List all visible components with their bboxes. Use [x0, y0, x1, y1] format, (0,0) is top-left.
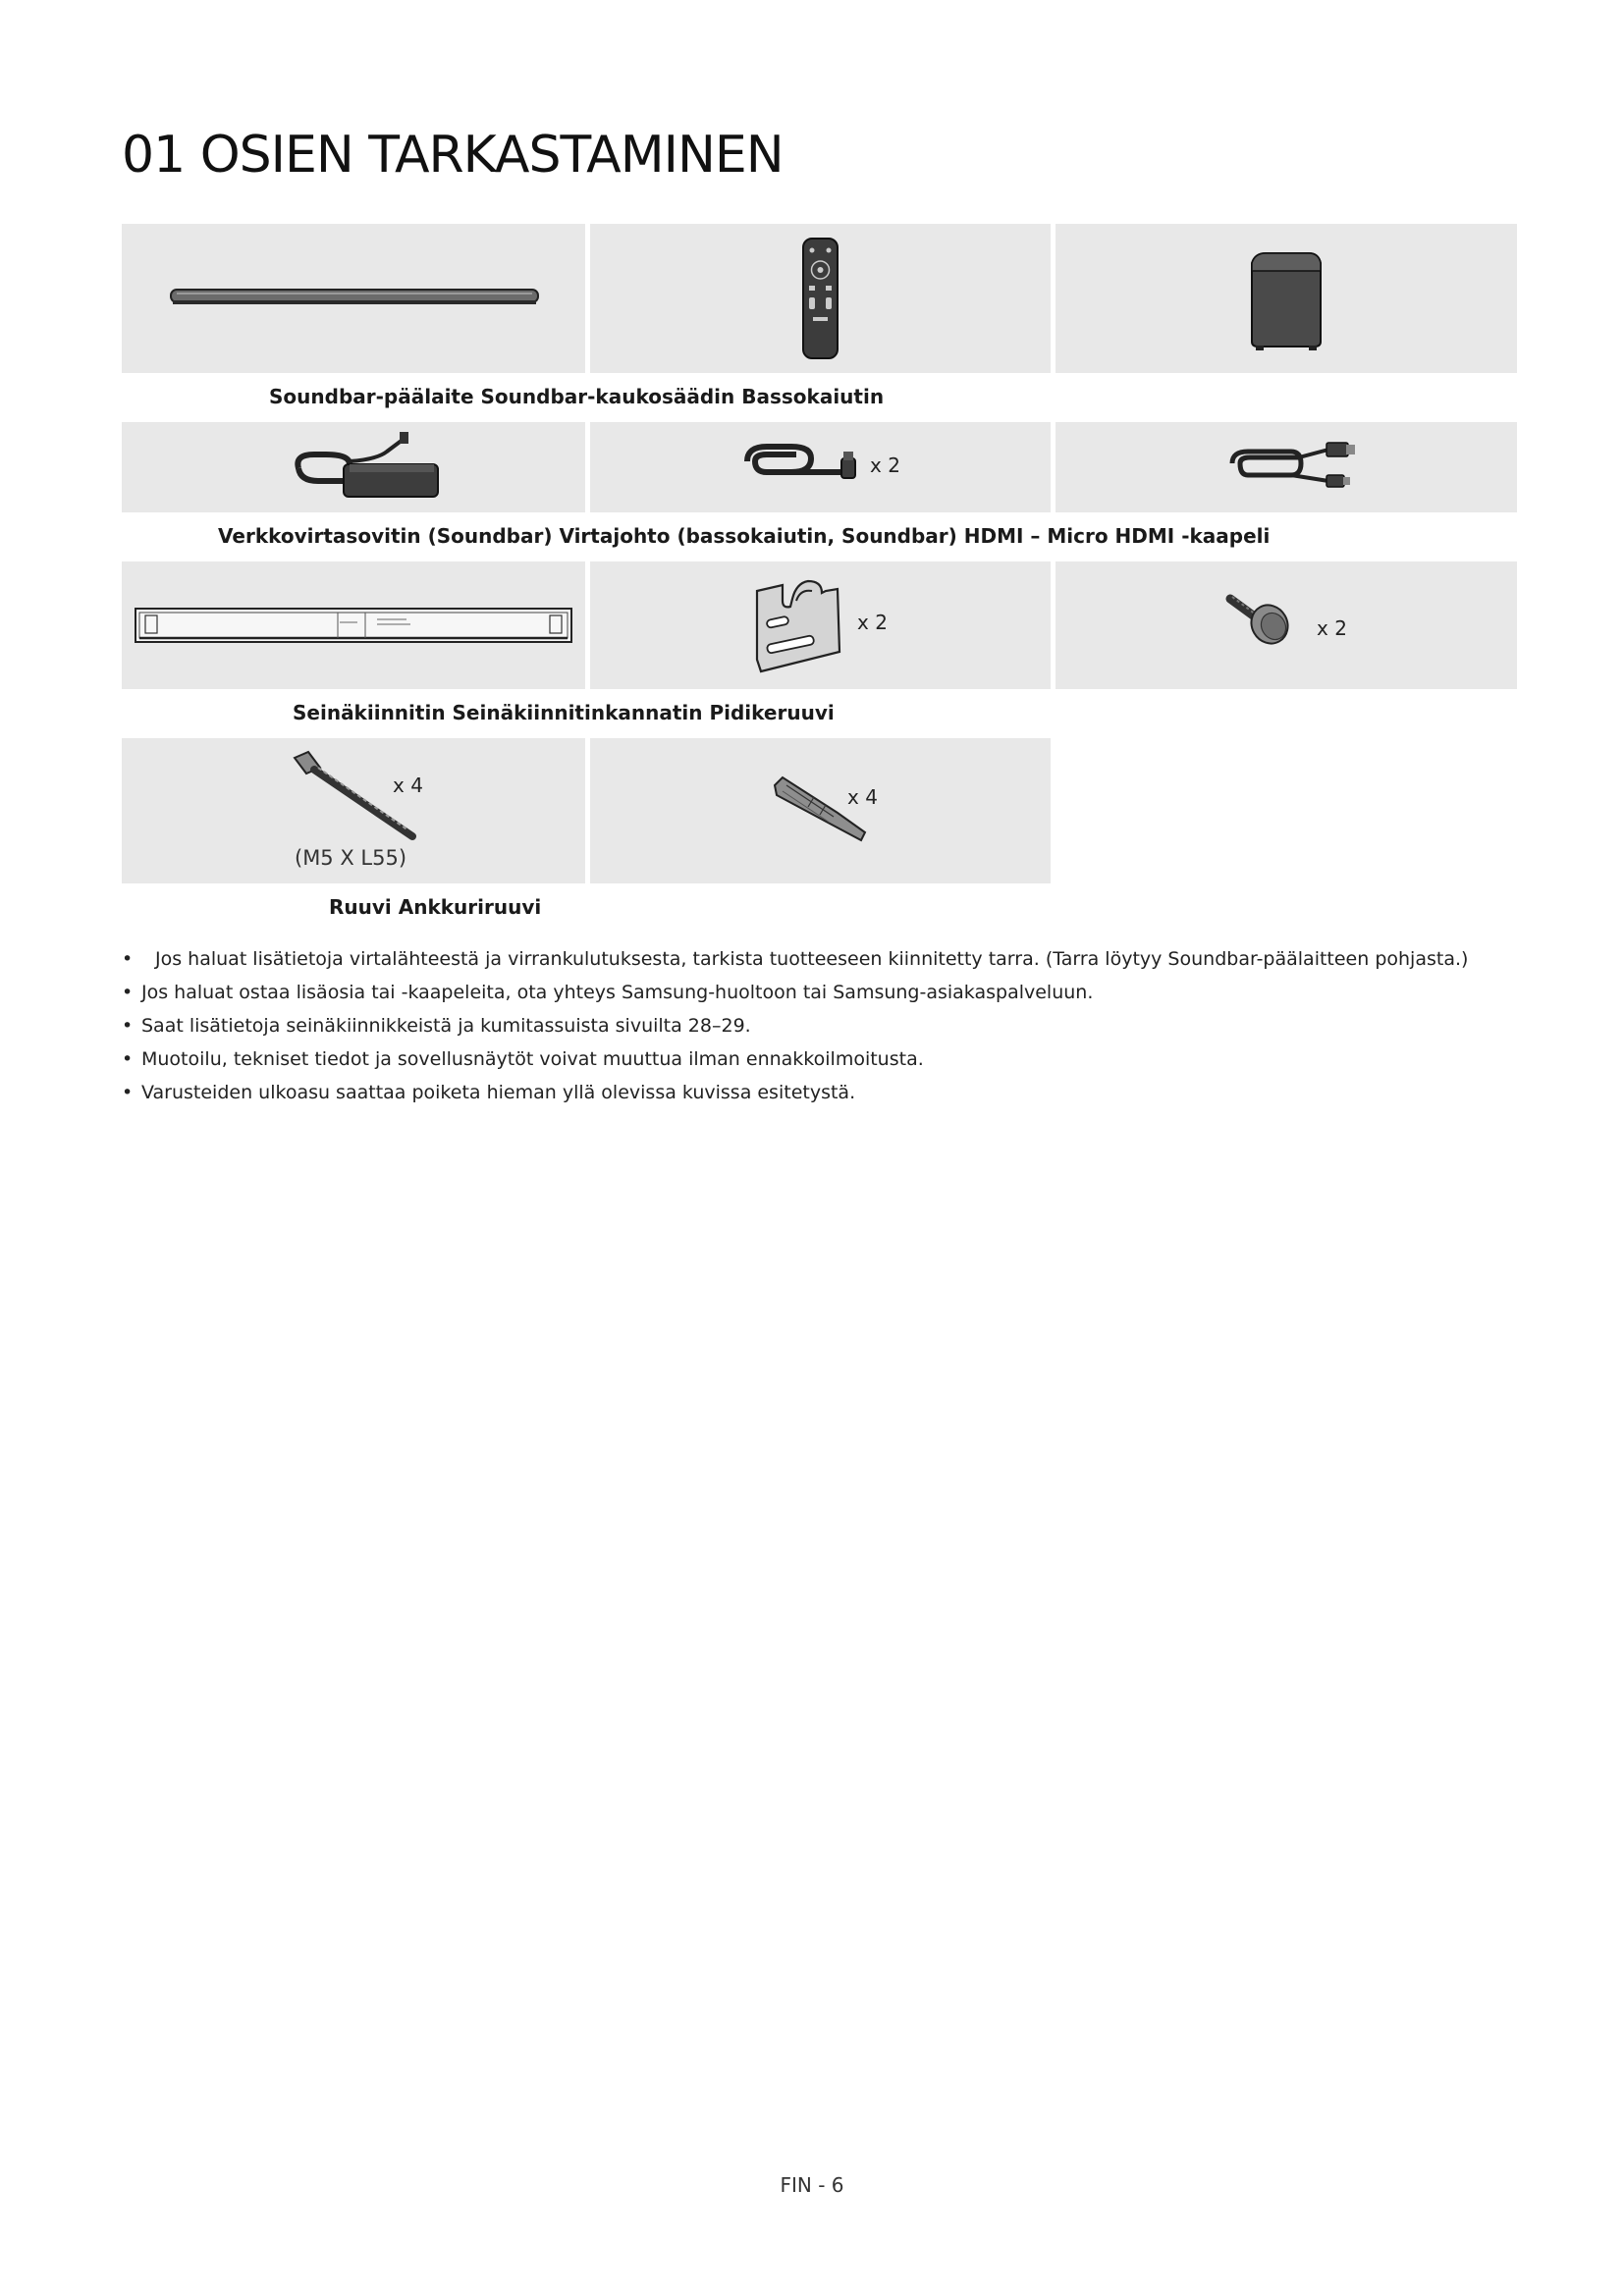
bracket-holder-panel — [590, 561, 1051, 689]
bracket-holder-qty: x 2 — [857, 611, 888, 634]
bullet-icon: • — [122, 1048, 134, 1070]
power-cord-panel — [590, 422, 1051, 512]
note-item — [122, 1009, 1516, 1042]
remote-panel — [590, 224, 1051, 373]
page-title: 01 OSIEN TARKASTAMINEN — [122, 126, 784, 185]
ac-adapter-panel — [122, 422, 585, 512]
screw-qty: x 4 — [393, 774, 423, 797]
power-cord-qty: x 2 — [870, 454, 900, 477]
ac-adapter-icon — [122, 422, 585, 512]
anchor-qty: x 4 — [847, 785, 878, 809]
soundbar-icon — [122, 224, 585, 373]
note-text: Jos haluat lisätietoja virtalähteestä ja virrankulutuksesta, tarkista tuotteeseen kiinnitetty tarra. (Tarra löytyy Soundbar-päälaitteen pohjasta.) — [155, 948, 1469, 970]
page-number: FIN - 6 — [780, 2173, 844, 2197]
bullet-icon: • — [122, 948, 134, 970]
row3-caption-text: Seinäkiinnitin Seinäkiinnitinkannatin Pidikeruuvi — [293, 701, 835, 724]
holder-screw-panel — [1056, 561, 1517, 689]
holder-screw-icon — [1056, 561, 1517, 689]
holder-screw-qty: x 2 — [1317, 616, 1347, 640]
subwoofer-icon — [1056, 224, 1517, 373]
note-item — [122, 1076, 1516, 1109]
soundbar-panel — [122, 224, 585, 373]
hdmi-cable-panel — [1056, 422, 1517, 512]
bullet-icon: • — [122, 1082, 134, 1103]
row1-caption-text: Soundbar-päälaite Soundbar-kaukosäädin Bassokaiutin — [269, 385, 885, 408]
bracket-holder-icon — [590, 561, 1051, 689]
hdmi-cable-icon — [1056, 422, 1517, 512]
bullet-icon: • — [122, 982, 134, 1003]
note-item — [122, 942, 1516, 976]
row2-caption-text: Verkkovirtasovitin (Soundbar) Virtajohto (bassokaiutin, Soundbar) HDMI – Micro HDMI -kaapeli — [218, 524, 1271, 548]
screw-panel — [122, 738, 585, 883]
subwoofer-panel — [1056, 224, 1517, 373]
note-text: Jos haluat ostaa lisäosia tai -kaapeleita, ota yhteys Samsung-huoltoon tai Samsung-asiakaspalveluun. — [141, 982, 1094, 1003]
wall-bracket-panel — [122, 561, 585, 689]
note-text: Saat lisätietoja seinäkiinnikkeistä ja kumitassuista sivuilta 28–29. — [141, 1015, 751, 1037]
remote-control-icon — [590, 224, 1051, 373]
note-text: Muotoilu, tekniset tiedot ja sovellusnäytöt voivat muuttua ilman ennakkoilmoitusta. — [141, 1048, 924, 1070]
note-item — [122, 976, 1516, 1009]
screw-size-note: (M5 X L55) — [295, 846, 407, 870]
anchor-icon — [590, 738, 1051, 883]
note-item — [122, 1042, 1516, 1076]
notes-list — [122, 942, 1516, 1109]
power-cord-icon — [590, 422, 1051, 512]
row4-caption-text: Ruuvi Ankkuriruuvi — [329, 895, 542, 919]
note-text: Varusteiden ulkoasu saattaa poiketa hieman yllä olevissa kuvissa esitetystä. — [141, 1082, 856, 1103]
bullet-icon: • — [122, 1015, 134, 1037]
anchor-panel — [590, 738, 1051, 883]
wall-bracket-icon — [122, 561, 585, 689]
